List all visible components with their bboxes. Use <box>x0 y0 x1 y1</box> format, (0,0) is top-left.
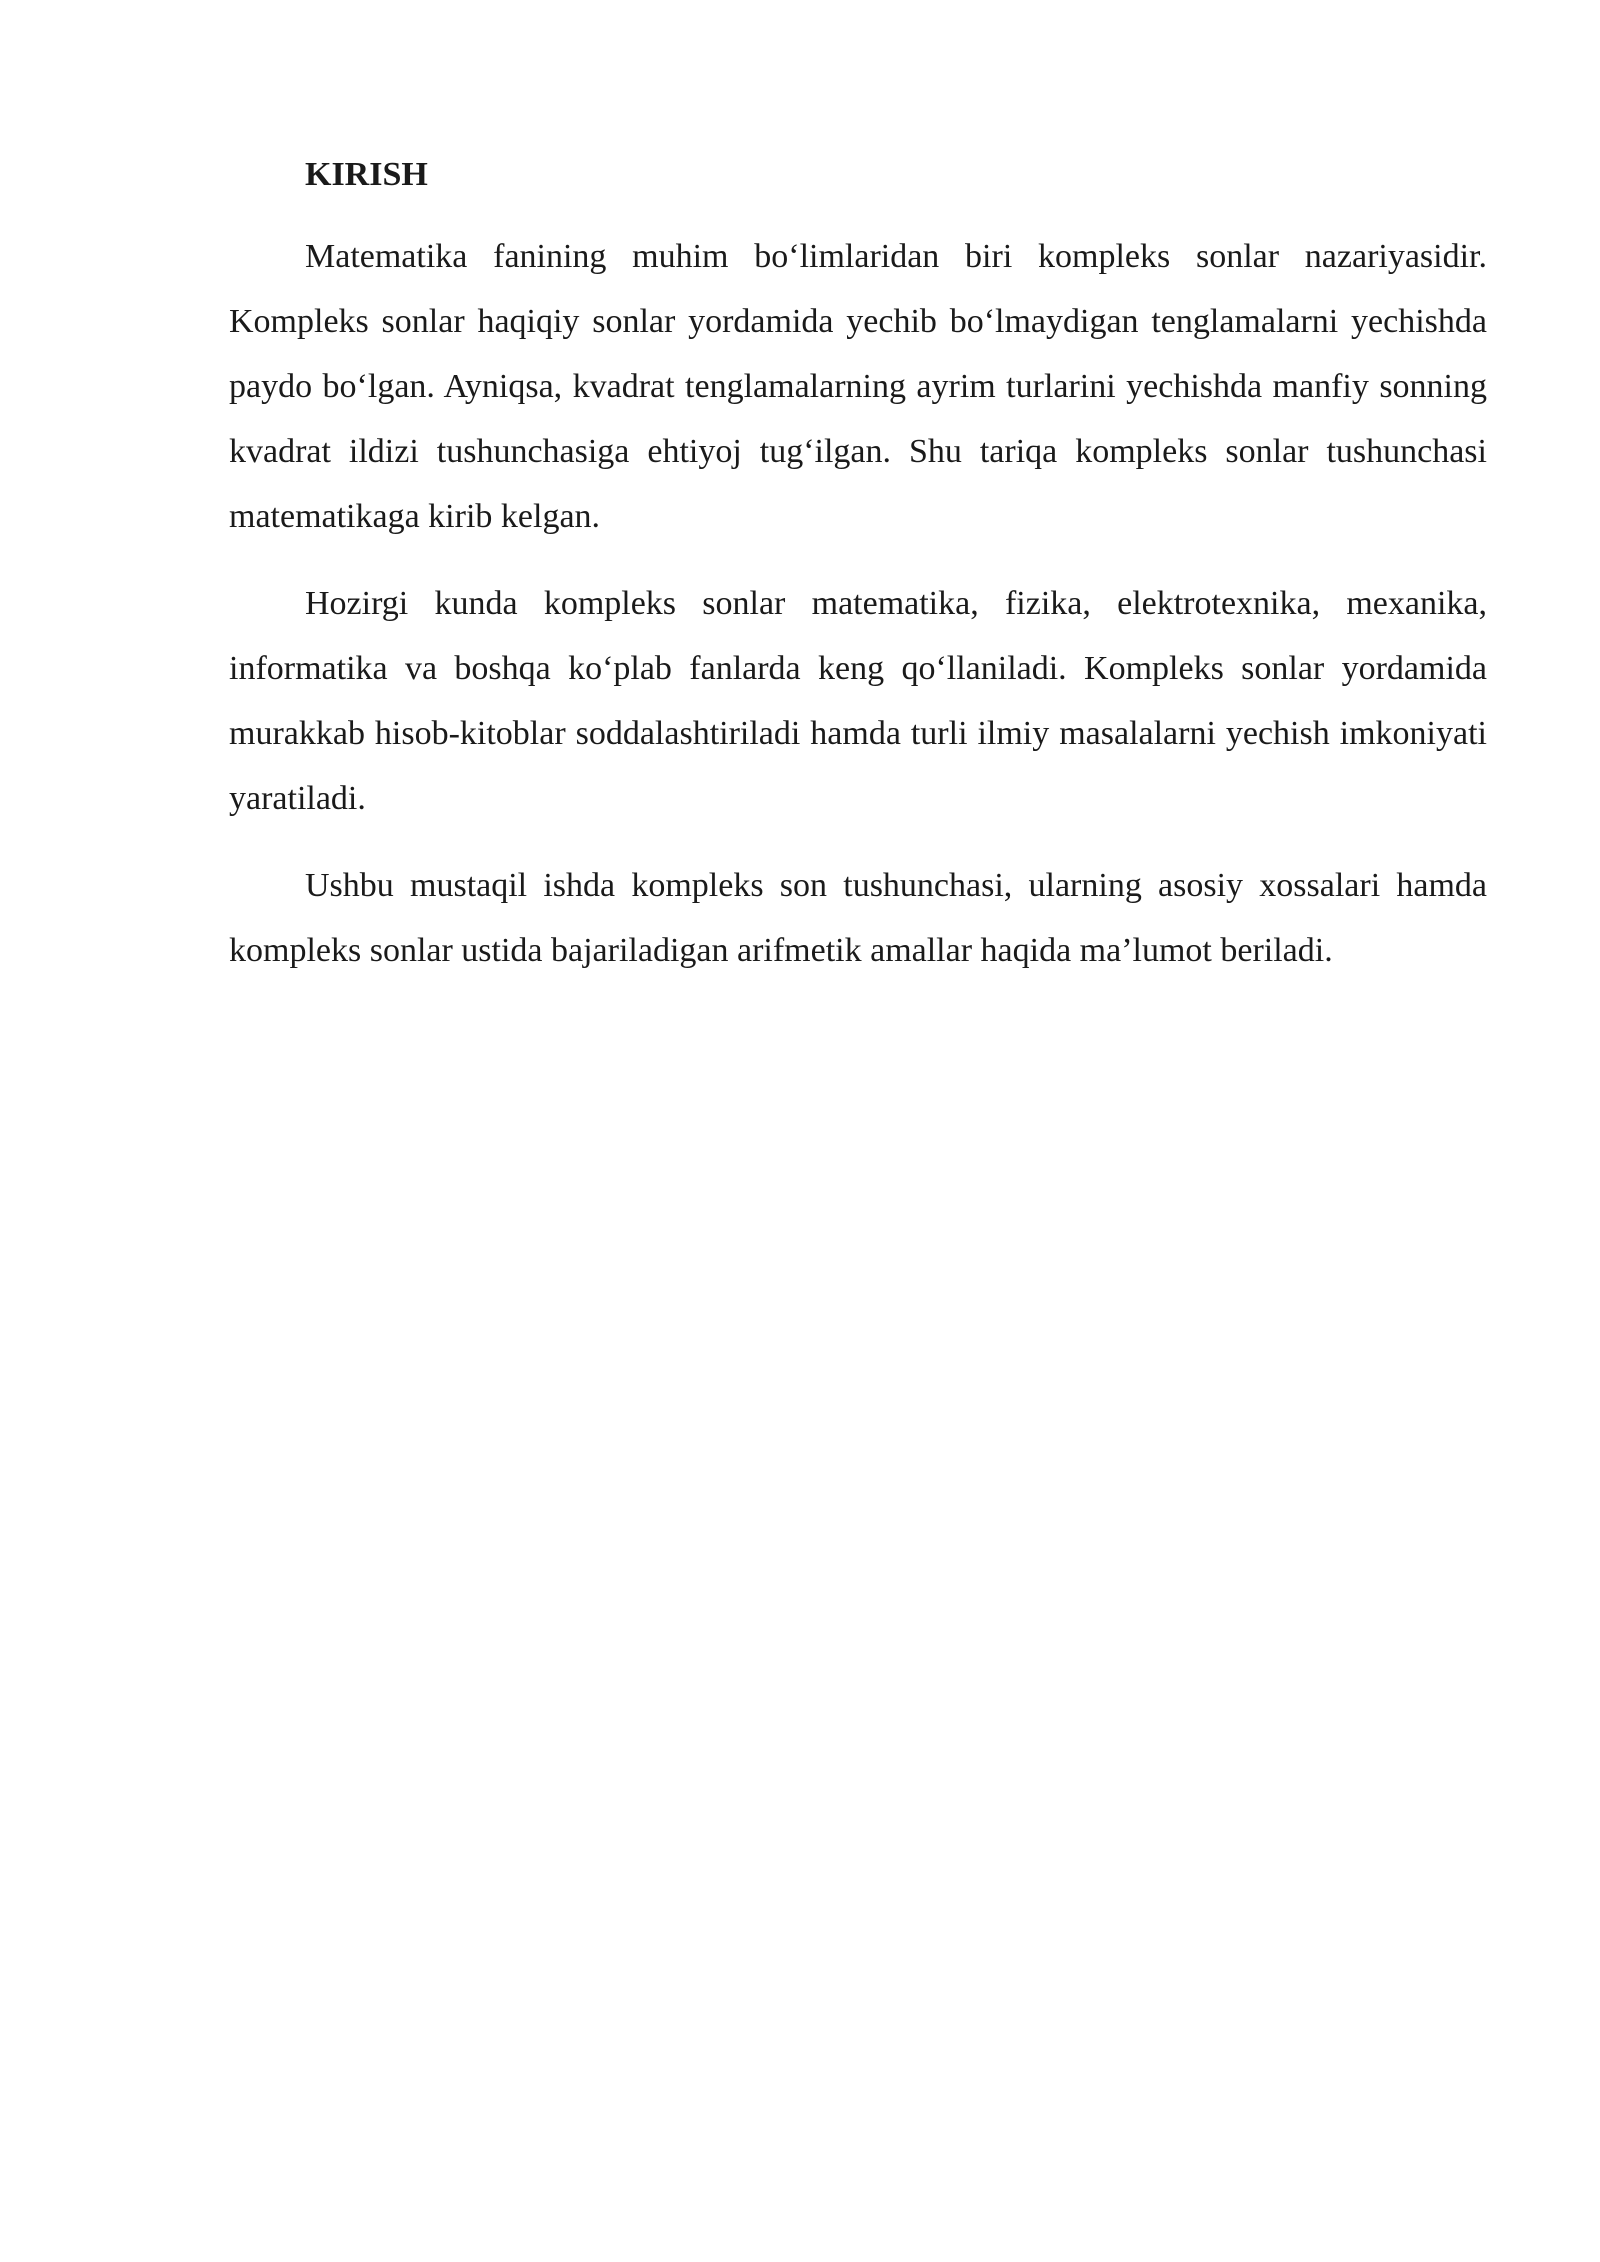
paragraph-2: Hozirgi kunda kompleks sonlar matematika, fizika, elektrotexnika, mexanika, informatika va boshqa ko‘plab fanlarda keng qo‘llaniladi. Kompleks sonlar yordamida murakkab hisob-kitoblar soddalashtiriladi hamda turli ilmiy masalalarni yechish imkoniyati yaratiladi. <box>229 585 1487 817</box>
paragraph-1: Matematika fanining muhim bo‘limlaridan biri kompleks sonlar nazariyasidir. Kompleks sonlar haqiqiy sonlar yordamida yechib bo‘lmaydigan tenglamalarni yechishda paydo bo‘lgan. Ayniqsa, kvadrat tenglamalarning ayrim turlarini yechishda manfiy sonning kvadrat ildizi tushunchasiga ehtiyoj tug‘ilgan. Shu tariqa kompleks sonlar tushunchasi matematikaga kirib kelgan. <box>229 238 1487 535</box>
document-body <box>229 148 1487 1005</box>
section-heading: KIRISH <box>305 156 428 193</box>
paragraph-3: Ushbu mustaqil ishda kompleks son tushunchasi, ularning asosiy xossalari hamda kompleks sonlar ustida bajariladigan arifmetik amallar haqida ma’lumot beriladi. <box>229 867 1487 969</box>
